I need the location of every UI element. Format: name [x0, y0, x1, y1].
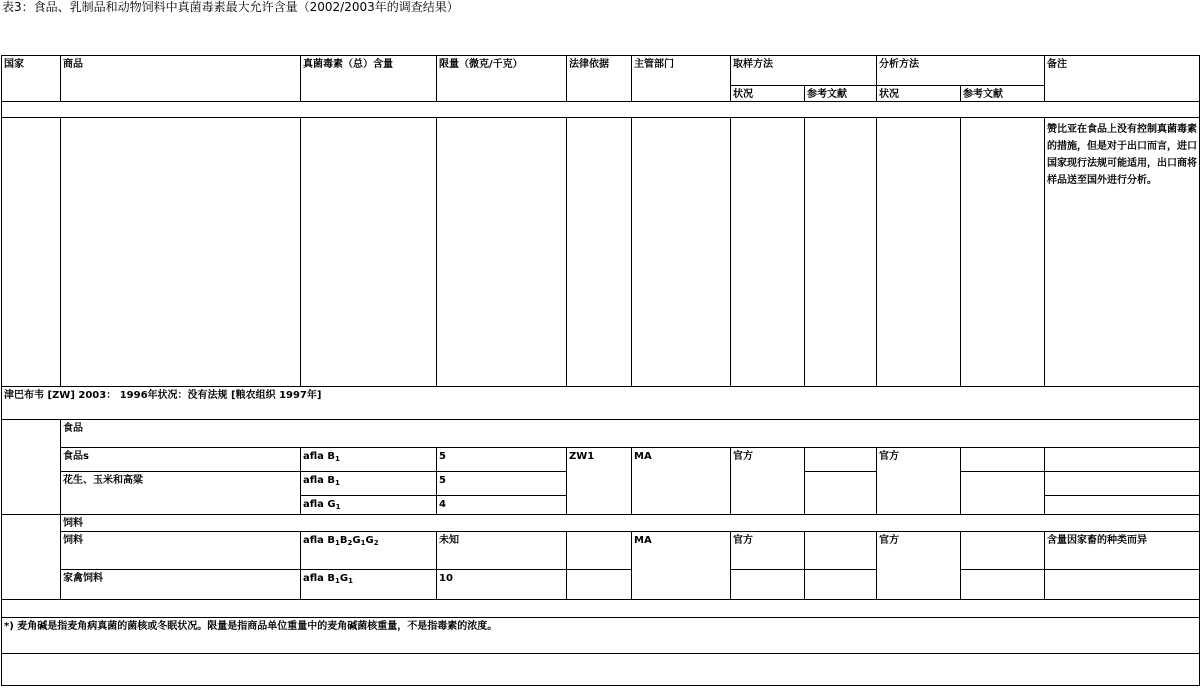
header-analysis: 分析方法: [877, 56, 1045, 86]
peanut-limit-b1: 5: [437, 472, 567, 496]
zambia-remark: 赞比亚在食品上没有控制真菌毒素的措施，但是对于出口而言，进口国家现行法规可能适用，出口商将样品送至国外进行分析。: [1045, 118, 1200, 387]
feed-section-label: 饲料: [61, 515, 1200, 532]
empty-cell: [1045, 472, 1200, 496]
spacer-row: [2, 654, 1200, 686]
table-caption: 表3：食品、乳制品和动物饲料中真菌毒素最大允许含量（2002/2003年的调查结果）: [2, 0, 459, 14]
empty-cell: [961, 532, 1045, 570]
empty-cell: [567, 118, 632, 387]
feed-analysis-status: 官方: [877, 532, 961, 600]
spacer-row: [2, 102, 1200, 118]
header-mycotoxin: 真菌毒素（总）含量: [301, 56, 437, 102]
empty-cell: [437, 118, 567, 387]
mycotoxin-limits-table: [1, 55, 1200, 686]
feed-sampling-status: 官方: [731, 532, 805, 570]
empty-cell: [61, 118, 301, 387]
empty-cell: [961, 448, 1045, 472]
feed-toxin: afla $B_1B_2G_1G_2$: [301, 532, 437, 570]
empty-cell: [805, 448, 877, 472]
empty-cell: [1045, 570, 1200, 600]
zimbabwe-feed-country-cell: [2, 515, 61, 600]
header-authority: 主管部门: [632, 56, 731, 102]
header-country: 国家: [2, 56, 61, 102]
empty-cell: [731, 570, 805, 600]
header-sampling-reference: 参考文献: [805, 86, 877, 102]
food-commodity: 食品s: [61, 448, 301, 472]
header-remarks: 备注: [1045, 56, 1200, 102]
zimbabwe-food-country-cell: [2, 420, 61, 515]
poultry-feed-toxin: afla $B_1G_1$: [301, 570, 437, 600]
empty-cell: [567, 570, 632, 600]
spacer-row: [2, 600, 1200, 618]
food-section-label: 食品: [61, 420, 1200, 448]
feed-commodity: 饲料: [61, 532, 301, 570]
feed-authority: MA: [632, 532, 731, 600]
footnote: *) 麦角碱是指麦角病真菌的菌核或冬眠状况。限量是指商品单位重量中的麦角碱菌核重量，不是指毒素的浓度。: [2, 618, 1200, 654]
peanut-limit-g1: 4: [437, 496, 567, 515]
empty-cell: [805, 472, 877, 515]
feed-limit: 未知: [437, 532, 567, 570]
header-legal-basis: 法律依据: [567, 56, 632, 102]
food-legal-basis: ZW1: [567, 448, 632, 515]
empty-cell: [301, 118, 437, 387]
empty-cell: [1045, 448, 1200, 472]
peanut-toxin-b1: afla $B_1$: [301, 472, 437, 496]
empty-cell: [805, 532, 877, 570]
peanut-toxin-g1: afla $G_1$: [301, 496, 437, 515]
food-sampling-status: 官方: [731, 448, 805, 515]
empty-cell: [961, 472, 1045, 515]
empty-cell: [731, 118, 805, 387]
header-sampling: 取样方法: [731, 56, 877, 86]
zambia-country-cell: [2, 118, 61, 387]
empty-cell: [805, 118, 877, 387]
empty-cell: [567, 532, 632, 570]
peanut-commodity: 花生、玉米和高粱: [61, 472, 301, 515]
food-toxin: afla $B_1$: [301, 448, 437, 472]
header-analysis-status: 状况: [877, 86, 961, 102]
food-analysis-status: 官方: [877, 448, 961, 515]
poultry-feed-limit: 10: [437, 570, 567, 600]
zimbabwe-heading: 津巴布韦 [ZW] 2003： 1996年状况：没有法规 [粮农组织 1997年]: [2, 387, 1200, 420]
header-commodity: 商品: [61, 56, 301, 102]
empty-cell: [877, 118, 961, 387]
empty-cell: [1045, 496, 1200, 515]
empty-cell: [961, 570, 1045, 600]
food-authority: MA: [632, 448, 731, 515]
feed-remark: 含量因家畜的种类而异: [1045, 532, 1200, 570]
header-sampling-status: 状况: [731, 86, 805, 102]
empty-cell: [961, 118, 1045, 387]
empty-cell: [632, 118, 731, 387]
food-limit: 5: [437, 448, 567, 472]
header-limit: 限量（微克/千克）: [437, 56, 567, 102]
header-analysis-reference: 参考文献: [961, 86, 1045, 102]
poultry-feed-commodity: 家禽饲料: [61, 570, 301, 600]
empty-cell: [805, 570, 877, 600]
